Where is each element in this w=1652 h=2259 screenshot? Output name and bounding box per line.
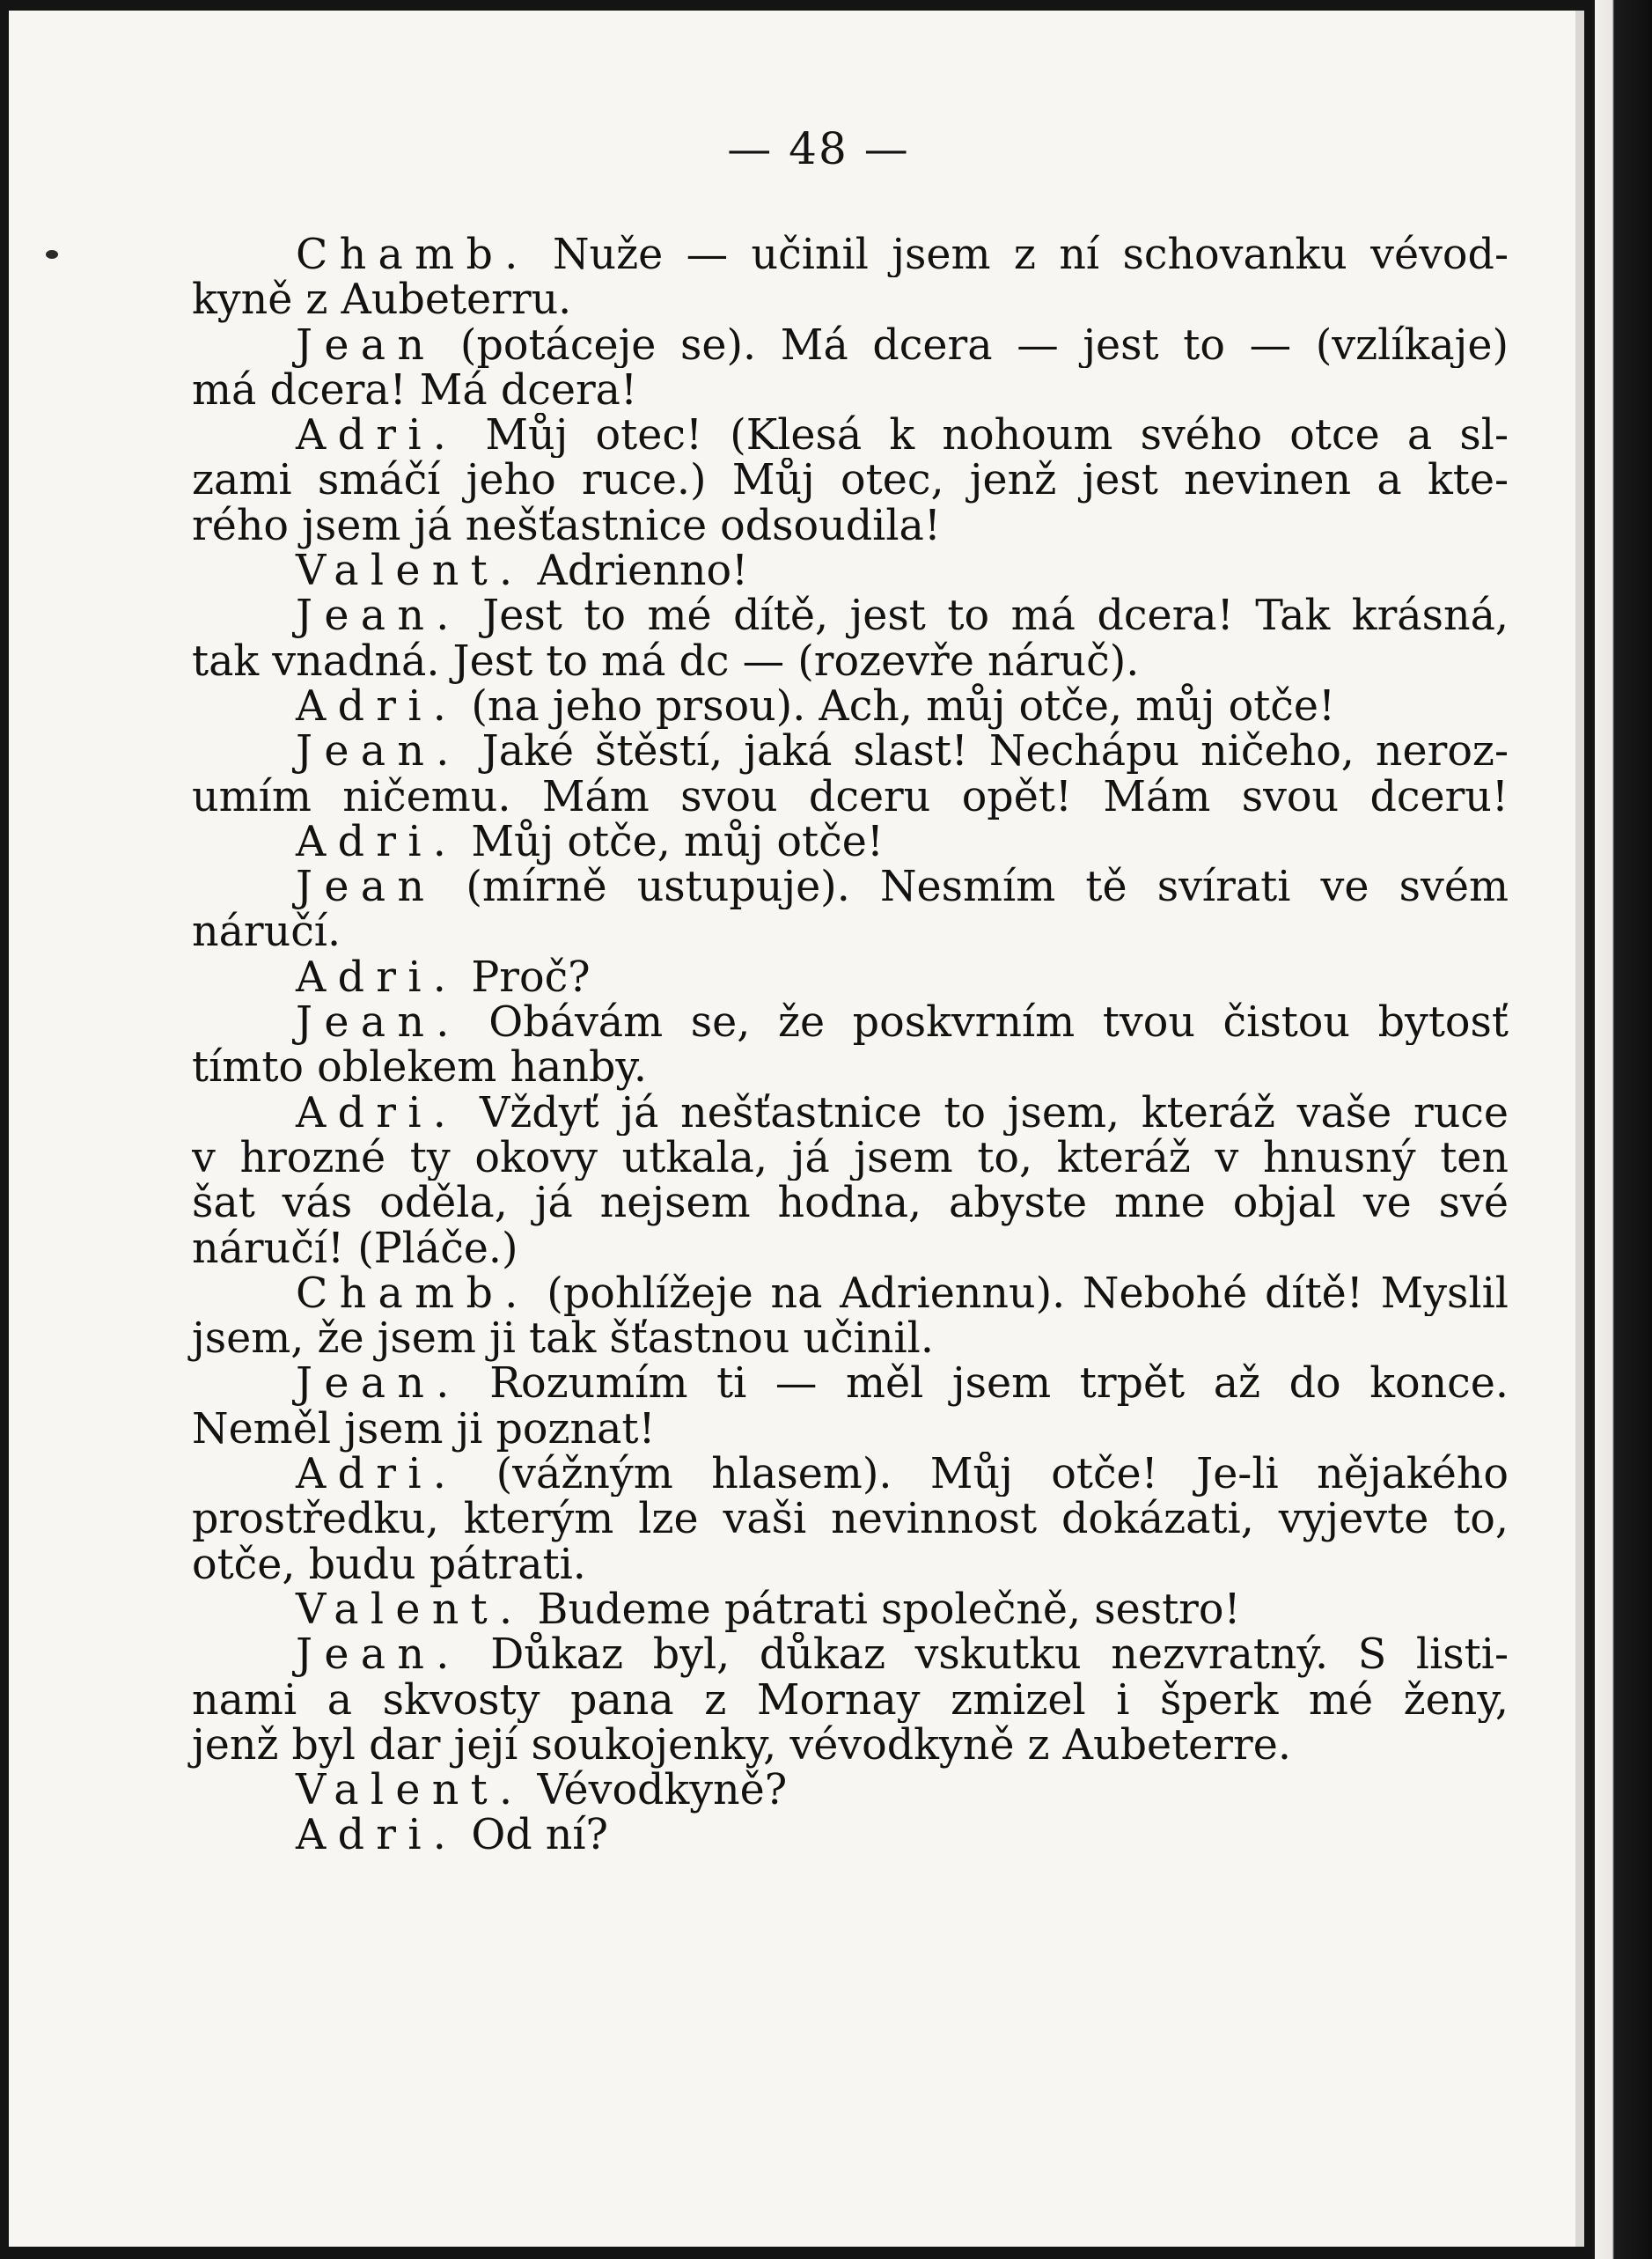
line-text: otče, budu pátrati. (192, 1540, 586, 1589)
dialogue-text (192, 232, 1509, 1858)
text-line (192, 458, 1509, 503)
line-text: Jest to mé dítě, jest to má dcera! Tak krásná, (460, 593, 1509, 639)
line-text: tímto oblekem hanby. (192, 1043, 647, 1093)
line-text: rého jsem já nešťastnice odsoudila! (192, 501, 941, 550)
speaker-name: Adri. (296, 1811, 459, 1860)
text-line (192, 1091, 1509, 1136)
speaker-name: Adri. (296, 1452, 459, 1497)
text-line (192, 1678, 1509, 1723)
text-line (192, 1720, 1509, 1770)
ink-speck (46, 250, 58, 259)
text-line (192, 1587, 1509, 1632)
line-text: tak vnadná. Jest to má dc — (rozevře náruč). (192, 636, 1140, 686)
speaker-name: Adri. (296, 953, 459, 1002)
line-text: (potáceje se). Má dcera — jest to — (vzlíkaje) (436, 322, 1509, 368)
line-text: Adrienno! (524, 547, 749, 596)
line-text: Od ní? (458, 1811, 609, 1860)
speaker-name: Jean (296, 322, 437, 368)
line-text: (vážným hlasem). Můj otče! Je-li nějakého (458, 1452, 1509, 1497)
line-text: Nuže — učinil jsem z ní schovanku vévod- (529, 232, 1509, 278)
line-text: prostředku, kterým lze vaši nevinnost dokázati, vyjevte to, (192, 1497, 1509, 1542)
text-line (192, 1043, 1509, 1093)
text-line (192, 817, 1509, 866)
speaker-name: Jean. (296, 593, 461, 639)
speaker-name: Jean. (296, 1361, 461, 1407)
line-text: Proč? (458, 953, 591, 1002)
text-line (192, 1361, 1509, 1406)
speaker-name: Valent. (296, 1585, 525, 1634)
text-line (192, 1497, 1509, 1542)
line-text: šat vás oděla, já nejsem hodna, abyste mne objal ve své (192, 1181, 1509, 1226)
line-text: má dcera! Má dcera! (192, 365, 638, 415)
text-line (192, 955, 1509, 1000)
line-text: Můj otec! (Klesá k nohoum svého otce a sl- (458, 413, 1509, 459)
text-line (192, 1226, 1509, 1271)
speaker-name: Valent. (296, 1766, 525, 1815)
line-text: nami a skvosty pana z Mornay zmizel i šperk mé ženy, (192, 1677, 1509, 1723)
speaker-name: Adri. (296, 817, 459, 866)
text-line (192, 1404, 1509, 1453)
speaker-name: Adri. (296, 681, 459, 731)
text-line (192, 1813, 1509, 1858)
text-line (192, 323, 1509, 368)
speaker-name: Chamb. (296, 1270, 530, 1317)
speaker-name: Adri. (296, 1090, 459, 1136)
line-text: (pohlížeje na Adriennu). Nebohé dítě! Myslil (529, 1270, 1509, 1317)
speaker-name: Jean (296, 865, 437, 910)
line-text: jenž byl dar její soukojenky, vévodkyně z Aubeterre. (192, 1720, 1291, 1770)
line-text: Vždyť já nešťastnice to jsem, kteráž vaše ruce (458, 1090, 1509, 1136)
speaker-name: Jean. (296, 1632, 461, 1678)
speaker-name: Jean. (296, 1000, 461, 1046)
text-line (192, 681, 1509, 731)
line-text: (mírně ustupuje). Nesmím tě svírati ve svém (436, 865, 1509, 910)
text-line (192, 593, 1509, 638)
text-line (192, 413, 1509, 458)
line-text: zami smáčí jeho ruce.) Můj otec, jenž jest nevinen a kte- (192, 458, 1509, 504)
text-line (192, 547, 1509, 596)
text-line (192, 232, 1509, 277)
text-line (192, 865, 1509, 909)
line-text: Jaké štěstí, jaká slast! Nechápu ničeho, neroz- (460, 729, 1509, 775)
text-line (192, 1314, 1509, 1364)
line-text: Rozumím ti — měl jsem trpět až do konce. (460, 1361, 1509, 1407)
text-line (192, 276, 1509, 325)
line-text: kyně z Aubeterru. (192, 276, 572, 325)
line-text: Neměl jsem ji poznat! (192, 1404, 656, 1453)
text-line (192, 775, 1509, 820)
text-line (192, 1452, 1509, 1497)
line-text: (na jeho prsou). Ach, můj otče, můj otče! (458, 681, 1336, 731)
text-line (192, 1136, 1509, 1181)
speaker-name: Adri. (296, 413, 459, 459)
line-text: Můj otče, můj otče! (458, 817, 884, 866)
speaker-name: Valent. (296, 547, 525, 596)
line-text: umím ničemu. Mám svou dceru opět! Mám svou dceru! (192, 774, 1509, 820)
line-text: jsem, že jsem ji tak šťastnou učinil. (192, 1314, 934, 1364)
text-line (192, 636, 1509, 686)
text-line (192, 1768, 1509, 1813)
text-line (192, 1181, 1509, 1225)
line-text: Důkaz byl, důkaz vskutku nezvratný. S listi- (460, 1632, 1509, 1678)
text-line (192, 1542, 1509, 1587)
text-line (192, 1000, 1509, 1045)
speaker-name: Jean. (296, 729, 461, 775)
text-line (192, 729, 1509, 774)
text-line (192, 908, 1509, 957)
line-text: náručí. (192, 908, 341, 957)
line-text: Obávám se, že poskvrním tvou čistou bytosť (460, 1000, 1509, 1046)
speaker-name: Chamb. (296, 232, 530, 278)
line-text: v hrozné ty okovy utkala, já jsem to, kteráž v hnusný ten (192, 1135, 1509, 1181)
text-line (192, 501, 1509, 550)
page-number: — 48 — (727, 123, 910, 174)
line-text: Budeme pátrati společně, sestro! (524, 1585, 1241, 1634)
text-line (192, 1271, 1509, 1316)
line-text: náručí! (Pláče.) (192, 1224, 518, 1273)
text-line (192, 365, 1509, 415)
line-text: Vévodkyně? (524, 1766, 788, 1815)
text-line (192, 1632, 1509, 1677)
page-binding-edge (1595, 0, 1652, 2259)
